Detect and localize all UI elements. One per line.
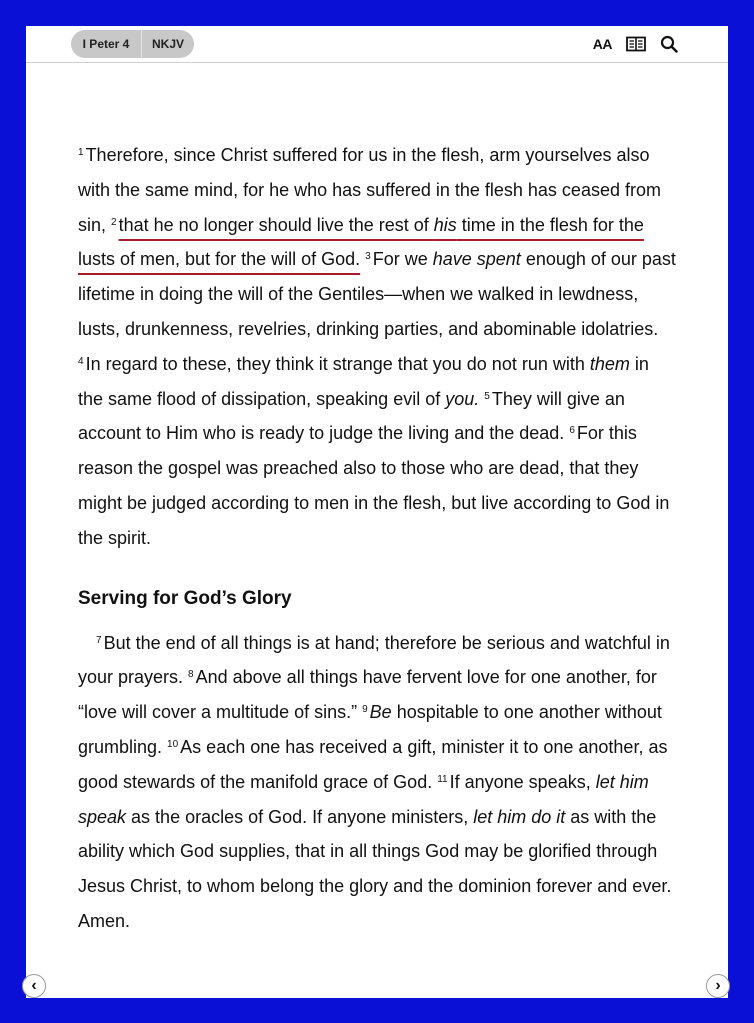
verse-3-part: For we bbox=[372, 249, 433, 270]
verse-11-part: as the oracles of God. If anyone ministers, bbox=[126, 806, 474, 827]
verse-number: 6 bbox=[569, 425, 575, 437]
verse-11-italic: let him speak bbox=[78, 771, 649, 827]
verse-11[interactable] bbox=[78, 772, 671, 931]
verse-9-part: hospitable to one another without grumbling. bbox=[78, 702, 662, 757]
chevron-left-icon: ‹ bbox=[31, 977, 37, 994]
verse-number: 7 bbox=[96, 634, 102, 646]
search-icon[interactable] bbox=[660, 34, 678, 54]
book-chapter-button[interactable]: I Peter 4 bbox=[82, 37, 130, 51]
reference-pill bbox=[71, 30, 194, 58]
top-bar bbox=[26, 26, 728, 63]
verse-number: 8 bbox=[188, 669, 194, 681]
reader-page bbox=[26, 26, 728, 998]
verse-number: 4 bbox=[78, 355, 84, 367]
verse-6[interactable]: For this reason the gospel was preached also to those who are dead, that they might be judged according to men in the flesh, but live according to God in the spirit. bbox=[78, 423, 670, 548]
verse-2-part: time in the flesh for the lusts of men, but for the will of God. bbox=[78, 214, 644, 270]
verse-number: 1 bbox=[78, 147, 84, 158]
toolbar bbox=[593, 34, 678, 54]
scripture-text bbox=[78, 138, 678, 939]
next-chapter-button[interactable] bbox=[706, 974, 730, 998]
verse-10[interactable]: As each one has received a gift, minister it to one another, as good stewards of the manifold grace of God. bbox=[78, 736, 668, 792]
verse-11-part: If anyone speaks, bbox=[449, 771, 596, 792]
verse-4-italic: you. bbox=[445, 388, 480, 409]
verse-2-part: that he no longer should live the rest of bbox=[118, 214, 434, 235]
verse-11-part: as with the ability which God supplies, that in all things God may be glorified through Jesus Christ, to whom belong the glory and the dominion forever and ever. Amen. bbox=[78, 806, 672, 931]
verse-2-italic: his bbox=[433, 214, 457, 235]
section-heading: Serving for God’s Glory bbox=[78, 587, 292, 609]
verse-number: 9 bbox=[362, 704, 368, 716]
verse-1[interactable]: Therefore, since Christ suffered for us in the flesh, arm yourselves also with the same mind, for he who has suffered in the flesh has ceased from sin, bbox=[78, 145, 661, 235]
verse-9-italic: Be bbox=[369, 702, 392, 723]
verse-4-part: in the same flood of dissipation, speaking evil of bbox=[78, 353, 649, 409]
verse-4-italic: them bbox=[589, 353, 630, 374]
text-size-icon[interactable]: AA bbox=[592, 36, 612, 52]
verse-number: 2 bbox=[111, 216, 117, 228]
paragraph-2 bbox=[78, 626, 678, 939]
verse-4-part: In regard to these, they think it strange that you do not run with bbox=[85, 353, 590, 374]
verse-7[interactable]: But the end of all things is at hand; therefore be serious and watchful in your prayers. bbox=[78, 632, 670, 688]
previous-chapter-button[interactable] bbox=[22, 974, 46, 998]
verse-11-italic: let him do it bbox=[473, 806, 566, 827]
verse-8[interactable]: And above all things have fervent love for one another, for “love will cover a multitude of sins.” bbox=[78, 667, 657, 723]
verse-number: 3 bbox=[365, 251, 371, 263]
verse-3-part: enough of our past lifetime in doing the will of the Gentiles—when we walked in lewdness, lusts, drunkenness, revelries, drinking parties, and abominable idolatries. bbox=[78, 249, 676, 339]
verse-5[interactable]: They will give an account to Him who is ready to judge the living and the dead. bbox=[78, 388, 625, 444]
verse-3-italic: have spent bbox=[432, 249, 521, 270]
paragraph-1 bbox=[78, 138, 678, 556]
book-icon[interactable] bbox=[626, 34, 646, 54]
verse-number: 11 bbox=[437, 773, 448, 785]
verse-number: 10 bbox=[167, 738, 179, 750]
chevron-right-icon: › bbox=[715, 977, 721, 994]
version-button[interactable]: NKJV bbox=[141, 30, 194, 58]
verse-number: 5 bbox=[484, 390, 490, 402]
